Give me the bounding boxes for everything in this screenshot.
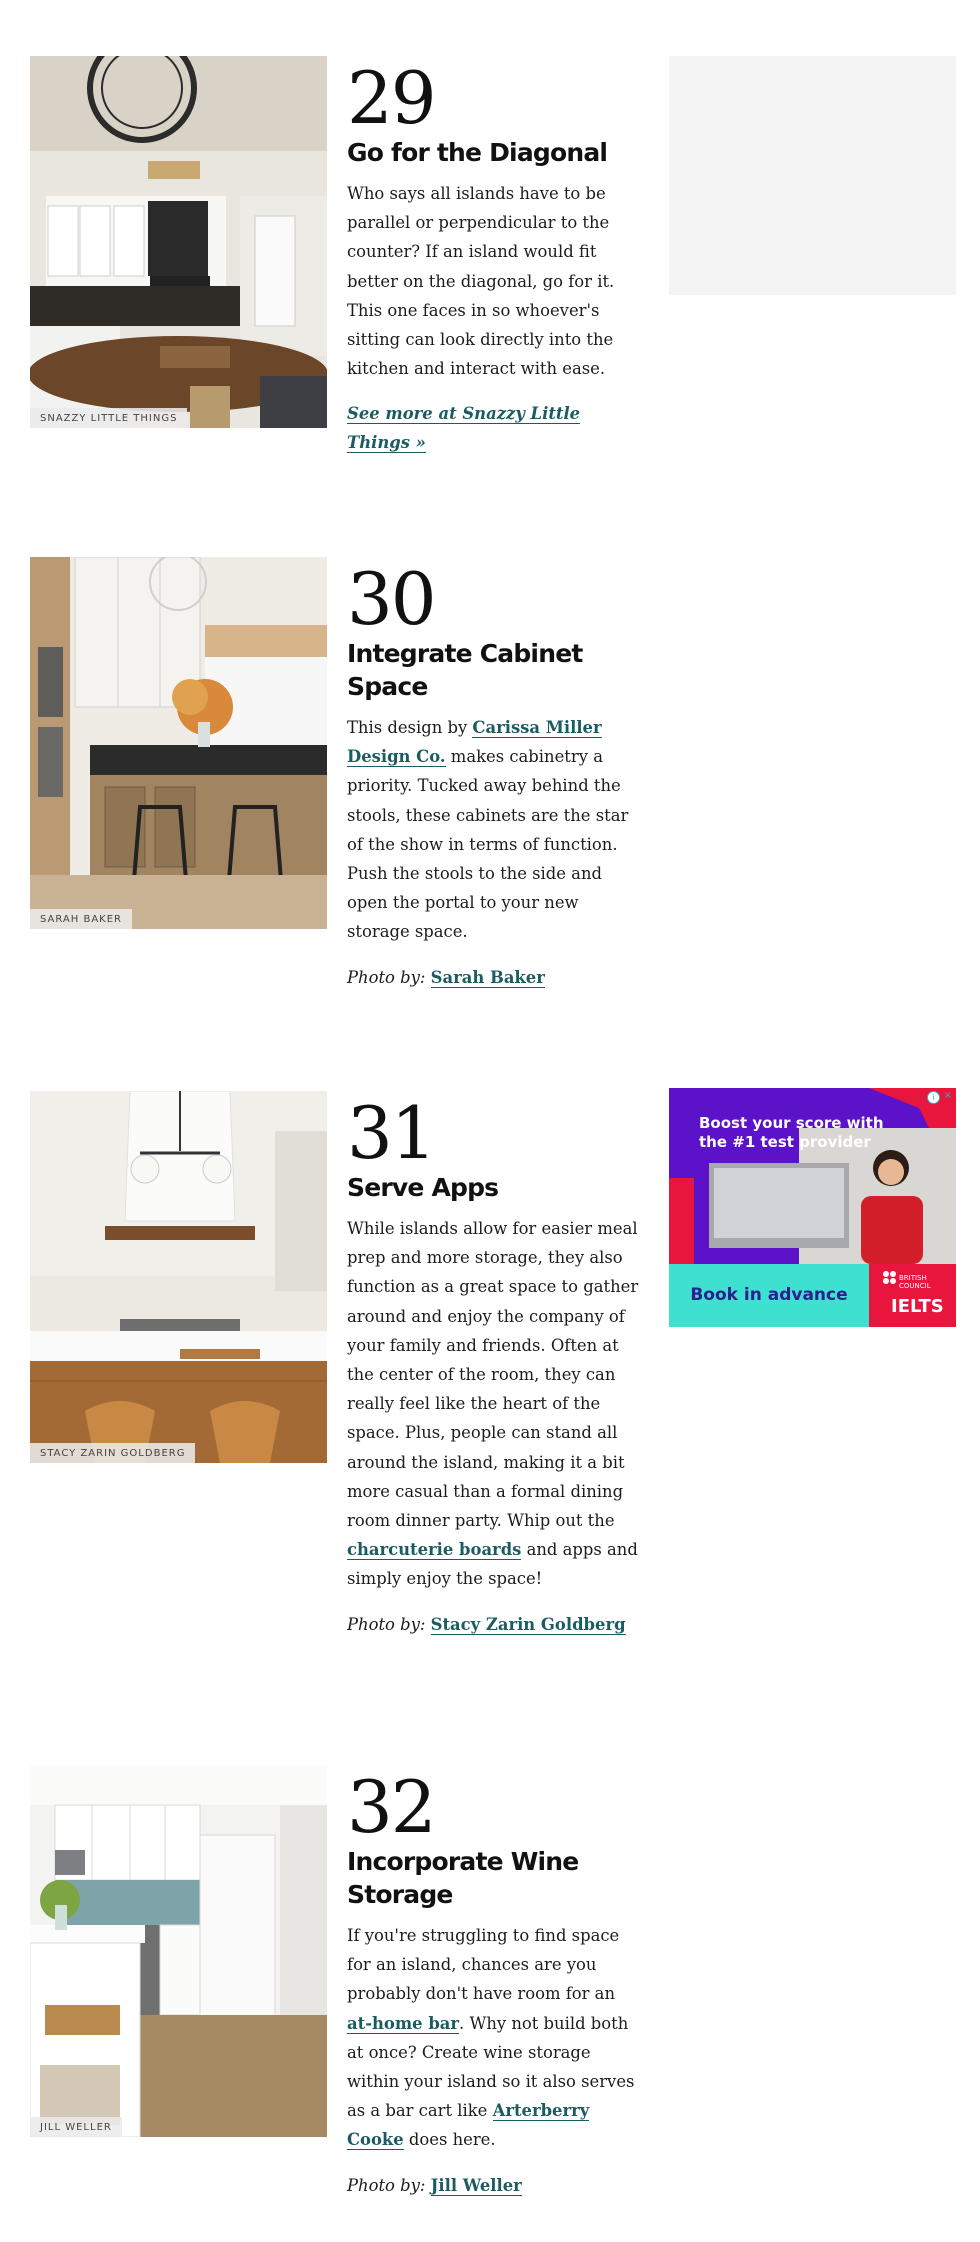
item-body — [347, 713, 639, 947]
item-title: Go for the Diagonal — [347, 138, 608, 167]
kitchen-photo-image — [30, 557, 327, 929]
item-content — [347, 1765, 639, 2200]
kitchen-photo-cabinet-island[interactable] — [30, 557, 327, 929]
ielts-ad-banner[interactable] — [669, 1088, 956, 1327]
item-body — [347, 1214, 639, 1594]
body-text: and apps and simply enjoy the space! — [347, 1540, 638, 1589]
item-content — [347, 557, 639, 992]
item-body: Who says all islands have to be parallel or perpendicular to the counter? If an island would fit better on the diagonal, go for it. This one faces in so whoever's sitting can look directly into the kitchen and interact with ease. — [347, 184, 615, 379]
brand-line1: BRITISH — [899, 1274, 927, 1282]
ad-info-icon[interactable]: i — [927, 1091, 940, 1104]
photo-credit-label: Photo by: — [347, 1614, 426, 1634]
photo-credit-tag: JILL WELLER — [30, 2117, 122, 2137]
at-home-bar-link[interactable]: at-home bar — [347, 2013, 460, 2033]
ad-placeholder — [669, 56, 956, 295]
item-title: Integrate Cabinet Space — [347, 639, 583, 701]
kitchen-photo-wine-storage[interactable] — [30, 1765, 327, 2137]
kitchen-photo-image — [30, 1091, 327, 1463]
photographer-link[interactable]: Sarah Baker — [430, 967, 545, 987]
ad-close-icon[interactable]: × — [943, 1090, 952, 1101]
charcuterie-boards-link[interactable]: charcuterie boards — [347, 1540, 522, 1560]
kitchen-photo-serve-apps[interactable] — [30, 1091, 327, 1463]
body-text: makes cabinetry a priority. Tucked away behind the stools, these cabinets are the star of the show in terms of function. Push the stools to the side and open the portal to your new storage space. — [347, 747, 629, 942]
photo-credit-tag: SNAZZY LITTLE THINGS — [30, 408, 187, 428]
item-number: 32 — [347, 1765, 435, 1849]
item-title: Serve Apps — [347, 1173, 499, 1202]
carissa-miller-link[interactable]: Carissa Miller Design Co. — [347, 718, 602, 767]
item-content — [347, 1091, 639, 1639]
item-title: Incorporate Wine Storage — [347, 1847, 579, 1909]
kitchen-photo-image — [30, 56, 327, 428]
photo-credit-tag: SARAH BAKER — [30, 909, 132, 929]
photo-credit-label: Photo by: — [347, 2175, 426, 2195]
body-text: If you're struggling to find space for an island, chances are you probably don't have room for an — [347, 1926, 620, 2004]
kitchen-photo-image — [30, 1765, 327, 2137]
photographer-link[interactable]: Jill Weller — [430, 2175, 522, 2195]
item-body — [347, 1921, 639, 2155]
body-text: This design by — [347, 718, 473, 737]
ad-headline: Boost your score with the #1 test provider — [699, 1114, 884, 1151]
item-number: 30 — [347, 557, 435, 641]
item-number: 31 — [347, 1091, 435, 1175]
brand-lines — [899, 1274, 931, 1290]
ad-book-button[interactable]: Book in advance — [690, 1285, 848, 1305]
photo-credit-tag: STACY ZARIN GOLDBERG — [30, 1443, 195, 1463]
photo-credit — [347, 963, 639, 992]
see-more-container — [347, 399, 639, 457]
photo-credit-label: Photo by: — [347, 967, 426, 987]
photographer-link[interactable]: Stacy Zarin Goldberg — [430, 1614, 626, 1634]
see-more-link[interactable]: See more at Snazzy Little Things » — [347, 404, 581, 453]
ielts-logo-text: IELTS — [891, 1296, 944, 1317]
kitchen-photo-diagonal-island[interactable] — [30, 56, 327, 428]
item-number: 29 — [347, 56, 435, 140]
british-council-logo — [869, 1264, 956, 1327]
item-content — [347, 56, 639, 457]
body-text: While islands allow for easier meal prep and more storage, they also function as a great space to gather around and enjoy the company of your family and friends. Often at the center of the room, they can really feel like the heart of the space. Plus, people can stand all around the island, making it a bit more casual than a formal dining room dinner party. Whip out the — [347, 1219, 639, 1531]
photo-credit — [347, 1610, 639, 1639]
brand-line2: COUNCIL — [899, 1282, 931, 1290]
photo-credit — [347, 2171, 639, 2200]
body-text: does here. — [403, 2130, 496, 2150]
body-text: . Why not build both at once? Create wine storage within your island so it also serves as a bar cart like — [347, 2013, 635, 2121]
arterberry-cooke-link[interactable]: Arterberry Cooke — [347, 2101, 590, 2150]
